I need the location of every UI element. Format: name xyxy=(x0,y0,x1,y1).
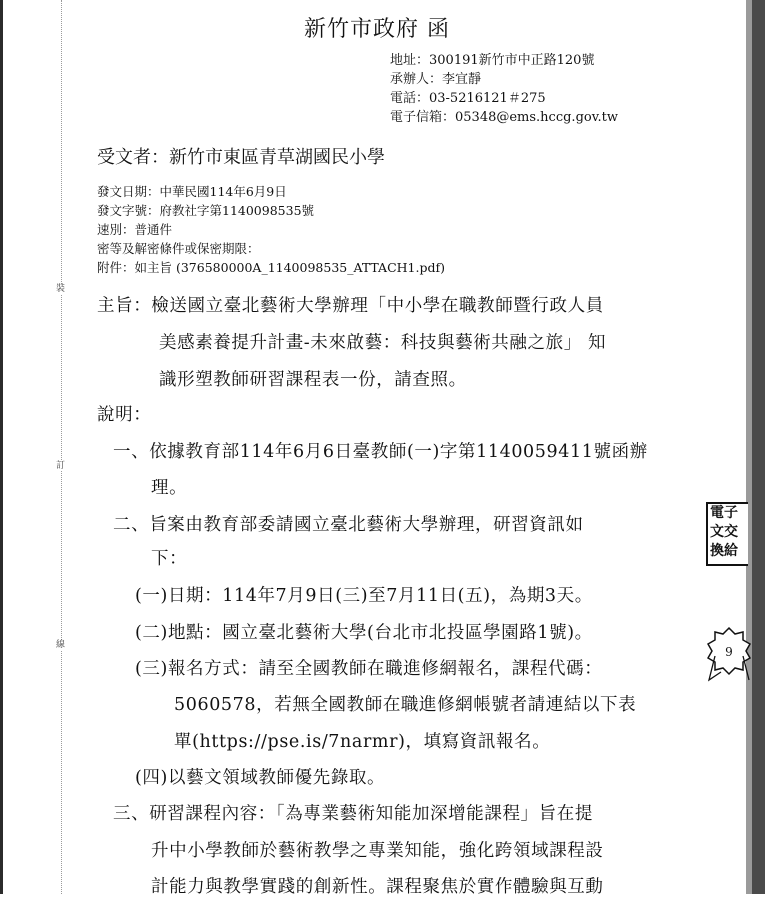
stamp-line-2: 文交 xyxy=(710,524,738,540)
subject-line-2: 美感素養提升計畫-未來啟藝：科技與藝術共融之旅」 知 xyxy=(159,333,607,353)
electronic-exchange-stamp xyxy=(706,502,748,566)
window-left-border xyxy=(0,0,3,894)
contact-email: 電子信箱：05348@ems.hccg.gov.tw xyxy=(390,110,619,125)
seal-number: 9 xyxy=(725,645,733,659)
sub-item-registration-line-1: (三)報名方式：請至全國教師在職進修網報名，課程代碼： xyxy=(135,659,603,679)
binding-mark-zhuang: 裝 xyxy=(56,284,66,294)
recipient: 受文者：新竹市東區青草湖國民小學 xyxy=(97,147,385,168)
document-number: 發文字號：府教社字第1140098535號 xyxy=(97,203,315,218)
binding-line xyxy=(61,0,62,894)
stamp-line-1: 電子 xyxy=(710,505,738,521)
item-1-line-2: 理。 xyxy=(151,478,188,498)
binding-mark-xian: 線 xyxy=(56,640,66,650)
item-3-line-3: 計能力與教學實踐的創新性。課程聚焦於實作體驗與互動 xyxy=(151,877,604,897)
page-seal-icon xyxy=(707,626,751,684)
contact-person: 承辦人：李宜靜 xyxy=(390,72,482,87)
subject-line-3: 識形塑教師研習課程表一份，請查照。 xyxy=(159,370,467,390)
item-3-line-1: 三、研習課程內容：「為專業藝術知能加深增能課程」旨在提 xyxy=(113,804,593,824)
item-1-line-1: 一、依據教育部114年6月6日臺教師(一)字第1140059411號函辦 xyxy=(113,442,648,462)
explanation-label: 說明： xyxy=(97,405,152,425)
secrecy-level: 密等及解密條件或保密期限： xyxy=(97,241,260,256)
sub-item-priority: (四)以藝文領域教師優先錄取。 xyxy=(135,768,386,788)
window-right-scrollbar[interactable] xyxy=(752,0,765,894)
sub-item-registration-line-3: 單(https://pse.is/7narmr)，填寫資訊報名。 xyxy=(174,732,551,752)
item-2-line-2: 下： xyxy=(151,549,188,569)
item-2-line-1: 二、旨案由教育部委請國立臺北藝術大學辦理，研習資訊如 xyxy=(113,515,584,535)
sub-item-registration-line-2: 5060578，若無全國教師在職進修網帳號者請連結以下表 xyxy=(174,695,637,715)
document-title: 新竹市政府 函 xyxy=(304,17,450,42)
delivery-speed: 速別：普通件 xyxy=(97,222,173,237)
contact-phone: 電話：03-5216121＃275 xyxy=(390,91,546,106)
sub-item-location: (二)地點：國立臺北藝術大學(台北市北投區學園路1號)。 xyxy=(135,623,593,643)
binding-mark-ding: 訂 xyxy=(56,461,66,471)
item-3-line-2: 升中小學教師於藝術教學之專業知能，強化跨領域課程設 xyxy=(151,841,604,861)
stamp-line-3: 換給 xyxy=(710,543,738,559)
sub-item-date: (一)日期：114年7月9日(三)至7月11日(五)，為期3天。 xyxy=(135,586,593,606)
subject-line-1: 主旨：檢送國立臺北藝術大學辦理「中小學在職教師暨行政人員 xyxy=(97,296,604,316)
sender-address: 地址：300191新竹市中正路120號 xyxy=(390,53,595,68)
issue-date: 發文日期：中華民國114年6月9日 xyxy=(97,184,287,199)
attachment-link[interactable]: 附件：如主旨 (376580000A_1140098535_ATTACH1.pdf) xyxy=(97,260,445,275)
